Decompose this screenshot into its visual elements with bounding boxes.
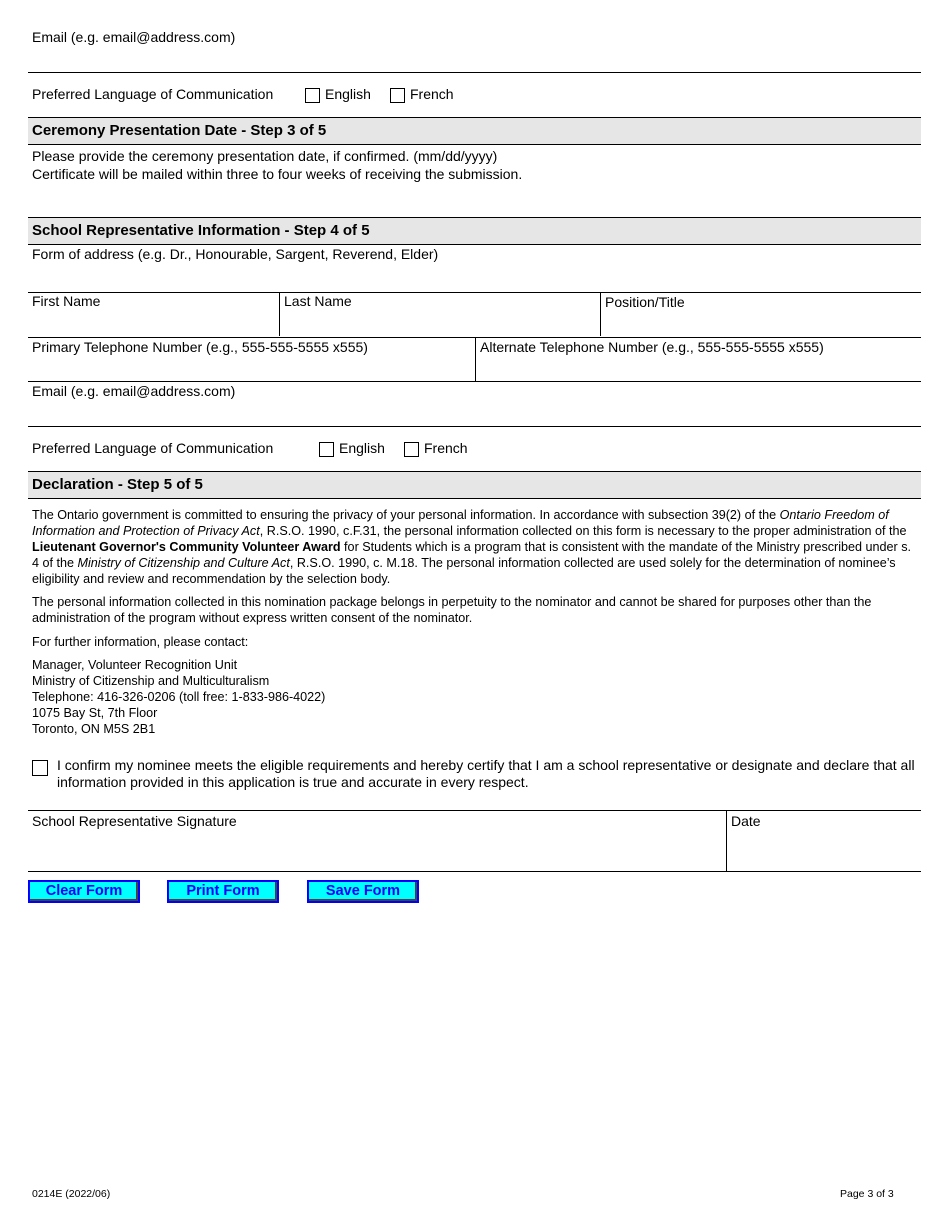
form-of-address-label: Form of address (e.g. Dr., Honourable, Sargent, Reverend, Elder) bbox=[32, 246, 439, 262]
first-name-field[interactable] bbox=[28, 310, 278, 336]
french-label: French bbox=[424, 440, 468, 456]
privacy-text: for Students which is a program that is consistent with the mandate of the Ministry prescribed under s. 4 of the bbox=[32, 540, 912, 570]
english-label: English bbox=[339, 440, 385, 456]
page-number: Page 3 of 3 bbox=[840, 1188, 894, 1200]
signature-label: School Representative Signature bbox=[32, 813, 237, 829]
act-name: Ministry of Citizenship and Culture Act bbox=[77, 556, 290, 570]
top-email-label: Email (e.g. email@address.com) bbox=[32, 29, 236, 45]
primary-phone-label: Primary Telephone Number (e.g., 555-555-5555 x555) bbox=[32, 339, 368, 355]
step5-heading: Declaration - Step 5 of 5 bbox=[28, 471, 921, 499]
first-name-label: First Name bbox=[32, 293, 101, 309]
step3-instruction-2: Certificate will be mailed within three to four weeks of receiving the submission. bbox=[32, 166, 523, 182]
form-code: 0214E (2022/06) bbox=[32, 1188, 111, 1200]
confirm-checkbox[interactable] bbox=[32, 760, 48, 776]
save-form-button[interactable]: Save Form bbox=[307, 880, 419, 903]
contact-line: Toronto, ON M5S 2B1 bbox=[32, 722, 156, 736]
contact-block bbox=[32, 657, 920, 737]
confirm-text: I confirm my nominee meets the eligible requirements and hereby certify that I am a school representative or designate and declare that all information provided in this application is true and accurate in every respect. bbox=[57, 757, 915, 790]
last-name-field[interactable] bbox=[280, 310, 599, 336]
primary-phone-field[interactable] bbox=[28, 356, 474, 381]
contact-line: Manager, Volunteer Recognition Unit bbox=[32, 658, 238, 672]
award-name: Lieutenant Governor's Community Volunteer Award bbox=[32, 540, 341, 554]
signature-field[interactable] bbox=[28, 832, 725, 870]
privacy-paragraph bbox=[32, 507, 920, 587]
divider bbox=[28, 292, 921, 293]
divider bbox=[28, 871, 921, 872]
date-field[interactable] bbox=[727, 832, 921, 870]
french-checkbox[interactable] bbox=[404, 442, 419, 457]
act-name: Ontario Freedom of Information and Protection of Privacy Act bbox=[32, 508, 889, 538]
english-checkbox[interactable] bbox=[319, 442, 334, 457]
clear-form-button[interactable]: Clear Form bbox=[28, 880, 140, 903]
divider bbox=[28, 426, 921, 427]
email-field[interactable] bbox=[28, 400, 921, 426]
top-language-label: Preferred Language of Communication bbox=[32, 86, 274, 102]
privacy-text: , R.S.O. 1990, c.F.31, the personal information collected on this form is necessary to the proper administration of the bbox=[259, 524, 907, 538]
step3-heading: Ceremony Presentation Date - Step 3 of 5 bbox=[28, 117, 921, 145]
language-label: Preferred Language of Communication bbox=[32, 440, 274, 456]
ceremony-date-field[interactable] bbox=[28, 184, 921, 216]
top-english-checkbox[interactable] bbox=[305, 88, 320, 103]
divider bbox=[28, 381, 921, 382]
alternate-phone-label: Alternate Telephone Number (e.g., 555-555-5555 x555) bbox=[480, 339, 824, 355]
contact-line: Telephone: 416-326-0206 (toll free: 1-833-986-4022) bbox=[32, 690, 326, 704]
ownership-paragraph: The personal information collected in this nomination package belongs in perpetuity to the nominator and cannot be shared for purposes other than the administration of the program without express written consent of the nominator. bbox=[32, 595, 872, 625]
contact-line: Ministry of Citizenship and Multiculturalism bbox=[32, 674, 270, 688]
privacy-text: , R.S.O. 1990, c. M.18. The personal information collected are used solely for the determination of nominee’s eligibility and review and recommendation by the selection body. bbox=[32, 556, 896, 586]
position-title-field[interactable] bbox=[601, 310, 921, 336]
contact-intro: For further information, please contact: bbox=[32, 635, 249, 649]
step4-heading: School Representative Information - Step 4 of 5 bbox=[28, 217, 921, 245]
divider bbox=[28, 72, 921, 73]
contact-line: 1075 Bay St, 7th Floor bbox=[32, 706, 158, 720]
print-form-button[interactable]: Print Form bbox=[167, 880, 279, 903]
alternate-phone-field[interactable] bbox=[476, 356, 921, 381]
date-label: Date bbox=[731, 813, 761, 829]
privacy-text: The Ontario government is committed to ensuring the privacy of your personal information. In accordance with subsection 39(2) of the bbox=[32, 508, 780, 522]
top-french-checkbox[interactable] bbox=[390, 88, 405, 103]
divider bbox=[28, 810, 921, 811]
step3-instruction-1: Please provide the ceremony presentation date, if confirmed. (mm/dd/yyyy) bbox=[32, 148, 498, 164]
email-label: Email (e.g. email@address.com) bbox=[32, 383, 236, 399]
last-name-label: Last Name bbox=[284, 293, 352, 309]
top-french-label: French bbox=[410, 86, 454, 102]
form-of-address-field[interactable] bbox=[28, 262, 921, 292]
position-title-label: Position/Title bbox=[605, 294, 685, 310]
top-english-label: English bbox=[325, 86, 371, 102]
